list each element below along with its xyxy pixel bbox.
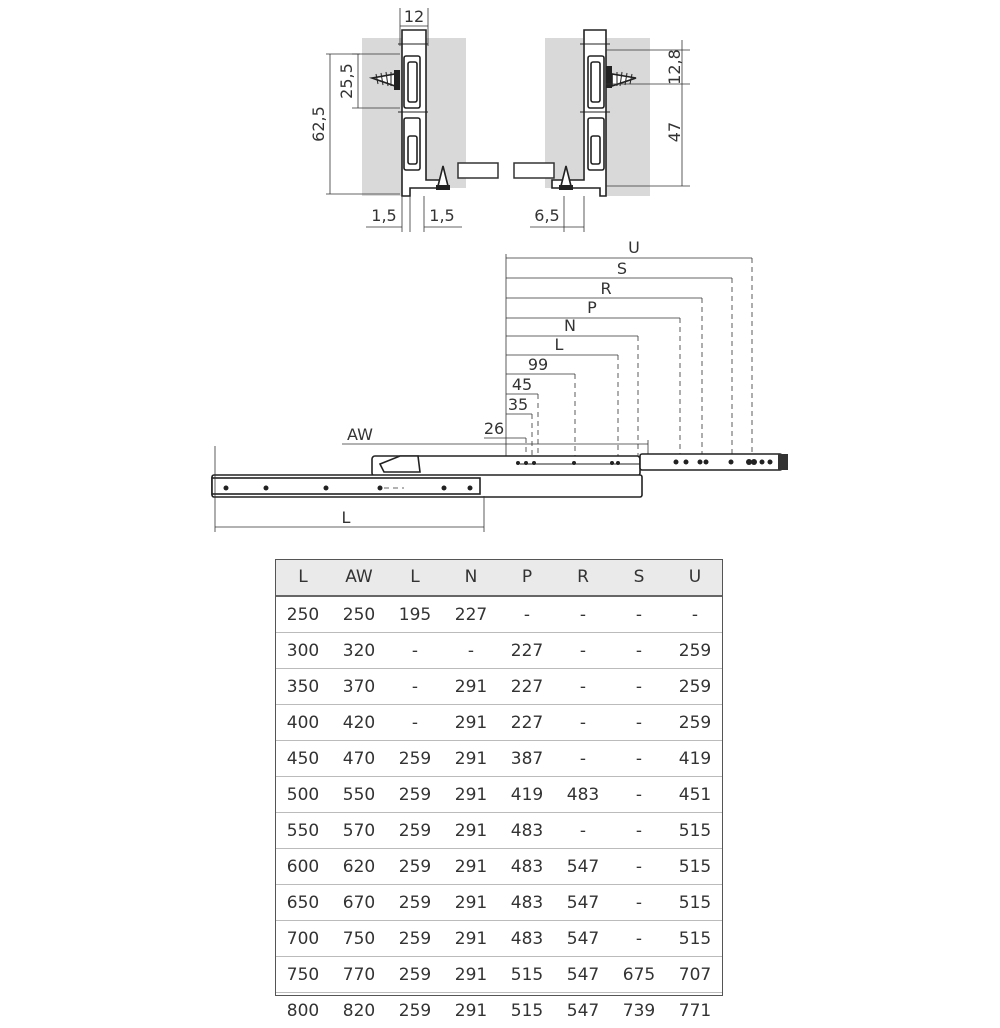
label-r: R	[600, 279, 611, 298]
table-cell: 707	[667, 957, 723, 993]
table-cell: 750	[275, 957, 331, 993]
table-cell: 550	[275, 813, 331, 849]
table-cell: 227	[499, 705, 555, 741]
table-cell: -	[555, 813, 611, 849]
table-cell: -	[555, 705, 611, 741]
table-cell: -	[611, 885, 667, 921]
table-cell: 259	[387, 813, 443, 849]
side-view	[212, 238, 788, 532]
table-cell: 259	[667, 705, 723, 741]
column-header: R	[555, 559, 611, 596]
table-cell: 771	[667, 993, 723, 1028]
table-cell: 450	[275, 741, 331, 777]
table-cell: -	[667, 596, 723, 633]
table-row	[275, 669, 723, 705]
table-cell: 291	[443, 777, 499, 813]
table-cell: 750	[331, 921, 387, 957]
table-header-row	[275, 559, 723, 596]
table-cell: 483	[499, 921, 555, 957]
table-cell: 483	[499, 849, 555, 885]
label-35: 35	[508, 395, 528, 414]
table-cell: 650	[275, 885, 331, 921]
table-cell: -	[611, 921, 667, 957]
table-cell: 515	[667, 885, 723, 921]
dim-gap-left-a: 1,5	[371, 206, 396, 225]
table-cell: 291	[443, 885, 499, 921]
label-n: N	[564, 316, 576, 335]
table-row	[275, 596, 723, 633]
dim-right-height: 47	[665, 122, 684, 142]
table-cell: 259	[387, 777, 443, 813]
table-cell: 400	[275, 705, 331, 741]
table-cell: -	[611, 705, 667, 741]
table-cell: -	[611, 633, 667, 669]
table-cell: 547	[555, 849, 611, 885]
table-cell: 195	[387, 596, 443, 633]
table-cell: -	[499, 596, 555, 633]
label-l-bottom: L	[342, 508, 351, 527]
table-cell: 227	[499, 633, 555, 669]
dim-total-height: 62,5	[309, 106, 328, 142]
table-cell: 259	[387, 957, 443, 993]
table-cell: 291	[443, 849, 499, 885]
dim-gap-left-b: 1,5	[429, 206, 454, 225]
table-cell: -	[387, 669, 443, 705]
table-cell: 291	[443, 993, 499, 1028]
right-cabinet-wall	[606, 38, 650, 196]
table-row	[275, 633, 723, 669]
table-cell: 259	[387, 741, 443, 777]
table-row	[275, 813, 723, 849]
table-cell: 600	[275, 849, 331, 885]
table-cell: 259	[387, 849, 443, 885]
table-cell: 500	[275, 777, 331, 813]
table-row	[275, 705, 723, 741]
table-cell: 670	[331, 885, 387, 921]
table-row	[275, 849, 723, 885]
table-cell: 387	[499, 741, 555, 777]
table-cell: 739	[611, 993, 667, 1028]
table-cell: 547	[555, 885, 611, 921]
table-cell: 547	[555, 957, 611, 993]
table-cell: -	[611, 741, 667, 777]
label-45: 45	[512, 375, 532, 394]
table-cell: -	[611, 777, 667, 813]
table-cell: 291	[443, 705, 499, 741]
table-body	[275, 596, 723, 1028]
table-cell: -	[387, 705, 443, 741]
table-cell: 250	[275, 596, 331, 633]
column-header: P	[499, 559, 555, 596]
drawer-bottom	[458, 163, 498, 178]
table-cell: 259	[667, 633, 723, 669]
label-26: 26	[484, 419, 504, 438]
table-cell: 483	[499, 813, 555, 849]
table-cell: 291	[443, 921, 499, 957]
table-cell: 291	[443, 957, 499, 993]
table-cell: 419	[667, 741, 723, 777]
label-99: 99	[528, 355, 548, 374]
table-cell: 259	[387, 993, 443, 1028]
table-cell: -	[443, 633, 499, 669]
table-cell: -	[555, 596, 611, 633]
right-cross-section	[514, 30, 690, 232]
table-row	[275, 777, 723, 813]
drawer-bottom	[514, 163, 554, 178]
table-cell: 483	[555, 777, 611, 813]
column-header: N	[443, 559, 499, 596]
table-cell: 227	[499, 669, 555, 705]
table-cell: 227	[443, 596, 499, 633]
dim-gap-right: 6,5	[534, 206, 559, 225]
table-cell: 550	[331, 777, 387, 813]
table-cell: -	[387, 633, 443, 669]
label-p: P	[587, 298, 597, 317]
column-header: L	[387, 559, 443, 596]
table-cell: 451	[667, 777, 723, 813]
table-cell: 470	[331, 741, 387, 777]
table-cell: 291	[443, 741, 499, 777]
table-cell: 291	[443, 669, 499, 705]
table-cell: 320	[331, 633, 387, 669]
table-cell: 675	[611, 957, 667, 993]
table-cell: -	[555, 741, 611, 777]
table-cell: 570	[331, 813, 387, 849]
left-cabinet-wall	[362, 38, 402, 196]
table-cell: 515	[499, 957, 555, 993]
column-header: AW	[331, 559, 387, 596]
slide-rail	[212, 454, 788, 497]
table-cell: 420	[331, 705, 387, 741]
table-row	[275, 957, 723, 993]
label-aw: AW	[347, 425, 373, 444]
table-cell: 259	[387, 921, 443, 957]
table-row	[275, 993, 723, 1028]
table-cell: 515	[667, 921, 723, 957]
table-cell: 259	[387, 885, 443, 921]
dim-upper-height: 25,5	[337, 63, 356, 99]
table-row	[275, 921, 723, 957]
table-row	[275, 741, 723, 777]
table-cell: 620	[331, 849, 387, 885]
table-cell: 291	[443, 813, 499, 849]
table-cell: 700	[275, 921, 331, 957]
table-cell: 770	[331, 957, 387, 993]
table-cell: 419	[499, 777, 555, 813]
table-cell: 800	[275, 993, 331, 1028]
table-row	[275, 885, 723, 921]
column-header: S	[611, 559, 667, 596]
table-cell: -	[611, 813, 667, 849]
table-cell: 515	[667, 813, 723, 849]
table-cell: 515	[499, 993, 555, 1028]
table-cell: 250	[331, 596, 387, 633]
left-cross-section	[309, 7, 498, 232]
table-cell: 483	[499, 885, 555, 921]
table-cell: 259	[667, 669, 723, 705]
dim-top-width: 12	[404, 7, 424, 26]
table-cell: -	[611, 849, 667, 885]
table-cell: -	[611, 596, 667, 633]
table-cell: 370	[331, 669, 387, 705]
column-header: U	[667, 559, 723, 596]
label-l-top: L	[555, 335, 564, 354]
table-cell: 820	[331, 993, 387, 1028]
dimension-table	[275, 559, 723, 1028]
label-u: U	[628, 238, 640, 257]
table-cell: 515	[667, 849, 723, 885]
table-cell: 547	[555, 921, 611, 957]
table-cell: -	[555, 669, 611, 705]
table-cell: -	[555, 633, 611, 669]
column-header: L	[275, 559, 331, 596]
table-cell: 300	[275, 633, 331, 669]
table-cell: -	[611, 669, 667, 705]
table-cell: 547	[555, 993, 611, 1028]
label-s: S	[617, 259, 627, 278]
dim-right-top: 12,8	[665, 49, 684, 85]
table-cell: 350	[275, 669, 331, 705]
